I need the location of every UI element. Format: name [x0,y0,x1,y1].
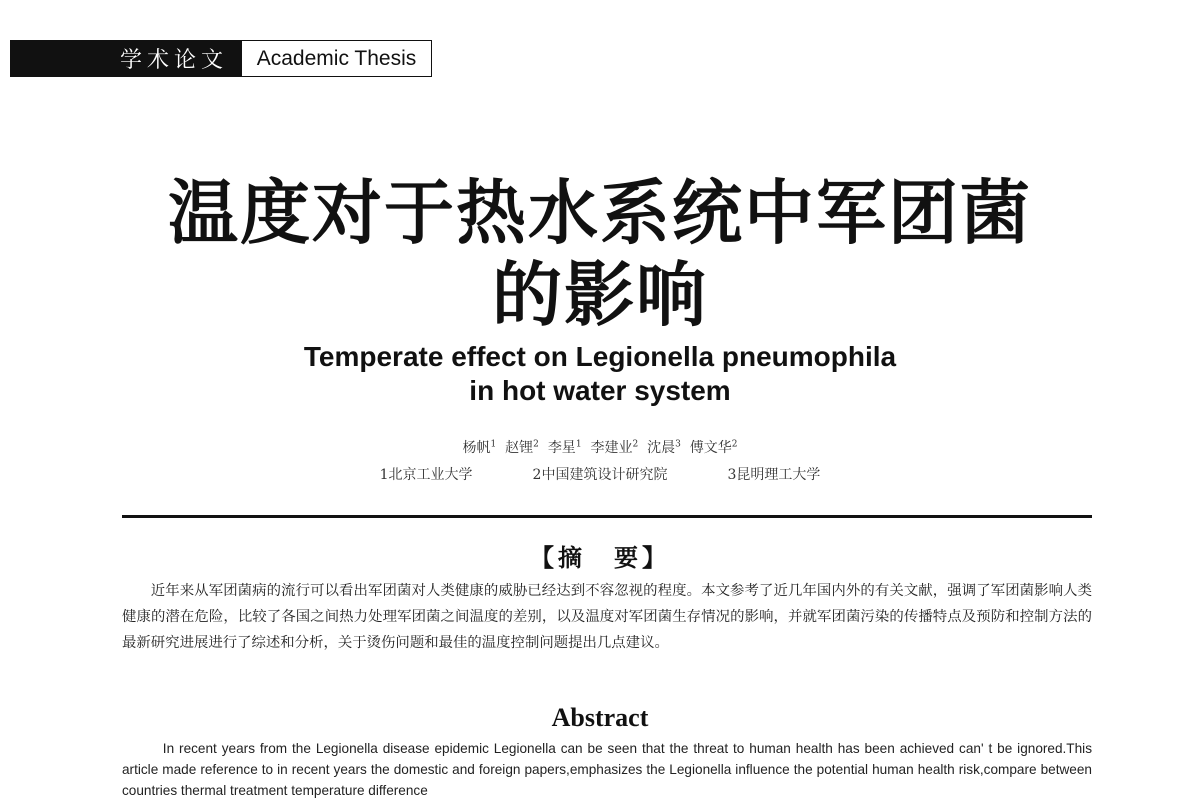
abstract-en-heading: Abstract [551,703,649,732]
author: 李建业$^2$ [590,439,639,456]
section-header [10,40,432,77]
section-label-en: Academic Thesis [242,40,432,77]
author: 傅文华$^2$ [689,439,738,456]
title-cn-line2: 的影响 [492,254,708,336]
author: 李星$^1$ [547,439,582,456]
author: 沈晨$^3$ [647,439,681,456]
abstract-cn-heading: 【摘 要】 [530,543,670,572]
affiliation: 2中国建筑设计研究院 [532,467,668,483]
section-label-cn: 学术论文 [10,40,242,77]
title-en-line1: Temperate effect on Legionella pneumophila [303,341,897,372]
abstract-cn-text: 近年来从军团菌病的流行可以看出军团菌对人类健康的威胁已经达到不容忽视的程度。本文参考了近几年国内外的有关文献，强调了军团菌影响人类健康的潜在危险，比较了各国之间热力处理军团菌之间温度的差别，以及温度对军团菌生存情况的影响，并就军团菌污染的传播特点及预防和控制方法的最新研究进展进行了综述和分析，关于烫伤问题和最佳的温度控制问题提出几点建议。 [122,583,1092,651]
affiliation-list [0,464,1200,484]
affiliation: 1北京工业大学 [379,467,473,483]
author: 杨帆$^1$ [462,439,497,456]
title-en-line2: in hot water system [469,375,731,406]
affiliation: 3昆明理工大学 [727,467,821,483]
abstract-en-text: In recent years from the Legionella disease epidemic Legionella can be seen that the threat to human health has been achieved can' t be ignored.This article made reference to in recent years the domestic and foreign papers,emphasizes the Legionella influence the potential human health risk,compare between countries thermal treatment temperature difference [122,741,1092,798]
section-divider [122,515,1092,518]
author: 赵锂$^2$ [505,439,539,456]
author-list [0,437,1200,457]
title-cn-line1: 温度对于热水系统中军团菌 [168,172,1032,254]
